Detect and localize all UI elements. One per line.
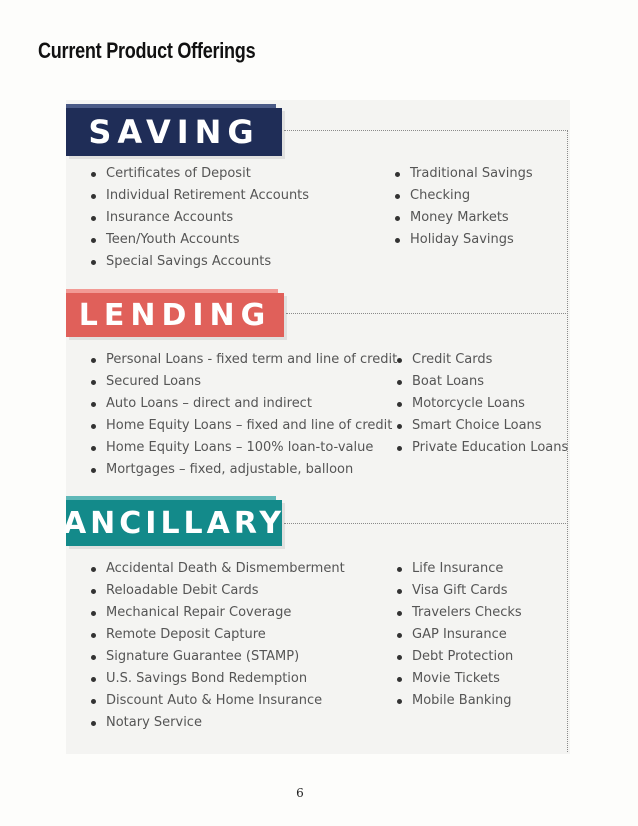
saving-rule bbox=[284, 130, 568, 131]
list-item: Remote Deposit Capture bbox=[88, 624, 345, 646]
list-item: Travelers Checks bbox=[394, 602, 522, 624]
list-item: Checking bbox=[392, 185, 533, 207]
list-item: Private Education Loans bbox=[394, 437, 568, 459]
list-item: Credit Cards bbox=[394, 349, 568, 371]
list-item: Reloadable Debit Cards bbox=[88, 580, 345, 602]
list-item: Mortgages – fixed, adjustable, balloon bbox=[88, 459, 397, 481]
list-item: Debt Protection bbox=[394, 646, 522, 668]
list-item: Holiday Savings bbox=[392, 229, 533, 251]
list-item: Auto Loans – direct and indirect bbox=[88, 393, 397, 415]
list-item: Motorcycle Loans bbox=[394, 393, 568, 415]
list-item: Special Savings Accounts bbox=[88, 251, 309, 273]
list-item: Individual Retirement Accounts bbox=[88, 185, 309, 207]
list-item: Traditional Savings bbox=[392, 163, 533, 185]
lending-left-list bbox=[88, 349, 397, 481]
list-item: Insurance Accounts bbox=[88, 207, 309, 229]
list-item: GAP Insurance bbox=[394, 624, 522, 646]
list-item: Life Insurance bbox=[394, 558, 522, 580]
saving-left-list bbox=[88, 163, 309, 273]
list-item: Home Equity Loans – 100% loan-to-value bbox=[88, 437, 397, 459]
list-item: Boat Loans bbox=[394, 371, 568, 393]
list-item: Secured Loans bbox=[88, 371, 397, 393]
list-item: Mechanical Repair Coverage bbox=[88, 602, 345, 624]
lending-right-list bbox=[394, 349, 568, 459]
list-item: U.S. Savings Bond Redemption bbox=[88, 668, 345, 690]
list-item: Certificates of Deposit bbox=[88, 163, 309, 185]
list-item: Visa Gift Cards bbox=[394, 580, 522, 602]
list-item: Signature Guarantee (STAMP) bbox=[88, 646, 345, 668]
list-item: Notary Service bbox=[88, 712, 345, 734]
saving-right-list bbox=[392, 163, 533, 251]
list-item: Accidental Death & Dismemberment bbox=[88, 558, 345, 580]
lending-rule bbox=[286, 313, 568, 314]
ancillary-rule bbox=[284, 523, 568, 524]
page-title: Current Product Offerings bbox=[38, 38, 256, 63]
list-item: Movie Tickets bbox=[394, 668, 522, 690]
page-number: 6 bbox=[296, 786, 304, 800]
lending-heading: LENDING bbox=[78, 297, 272, 333]
list-item: Money Markets bbox=[392, 207, 533, 229]
list-item: Home Equity Loans – fixed and line of credit bbox=[88, 415, 397, 437]
list-item: Discount Auto & Home Insurance bbox=[88, 690, 345, 712]
list-item: Teen/Youth Accounts bbox=[88, 229, 309, 251]
dotted-frame-right bbox=[567, 130, 568, 752]
ancillary-heading: ANCILLARY bbox=[62, 505, 286, 541]
list-item: Smart Choice Loans bbox=[394, 415, 568, 437]
list-item: Personal Loans - fixed term and line of credit bbox=[88, 349, 397, 371]
product-offerings-panel bbox=[62, 100, 570, 754]
saving-heading: SAVING bbox=[88, 113, 260, 151]
list-item: Mobile Banking bbox=[394, 690, 522, 712]
ancillary-right-list bbox=[394, 558, 522, 712]
ancillary-left-list bbox=[88, 558, 345, 734]
